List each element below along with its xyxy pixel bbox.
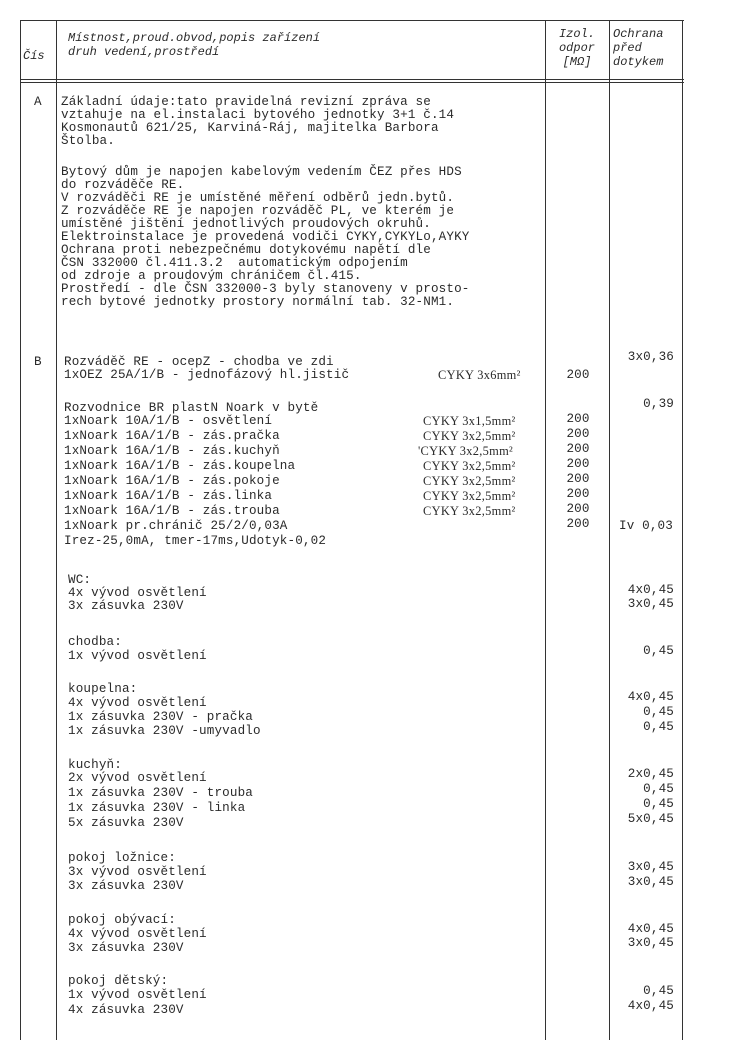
rcd-protection: Iv 0,03: [619, 519, 673, 533]
br-item-5-insulation: 200: [566, 472, 590, 486]
room-koupelna-item-3-protection: 0,45: [643, 720, 674, 734]
section-a-para1-line2: vztahuje na el.instalaci bytového jednotky 3+1 č.14: [61, 108, 455, 122]
column-divider-3: [545, 20, 546, 1040]
re-cable: CYKY 3x6mm²: [438, 368, 521, 382]
room-kuchyn-item-2-protection: 0,45: [643, 782, 674, 796]
br-item-5: 1xNoark 16A/1/B - zás.pokoje: [64, 474, 280, 488]
room-kuchyn-item-1-protection: 2x0,45: [627, 767, 674, 781]
room-detsky-item-1: 1x vývod osvětlení: [68, 988, 207, 1002]
room-chodba-item-1-protection: 0,45: [643, 644, 674, 658]
section-a-para2-line10: Prostředí - dle ČSN 332000-3 byly stanoveny v prosto-: [61, 282, 470, 296]
br-protection: 0,39: [643, 397, 674, 411]
header-description-line2: druh vedení,prostředí: [68, 45, 220, 59]
room-obyvaci-item-2: 3x zásuvka 230V: [68, 941, 184, 955]
room-kuchyn-item-4: 5x zásuvka 230V: [68, 816, 184, 830]
br-item-6-cable: CYKY 3x2,5mm²: [423, 489, 516, 503]
room-obyvaci-item-1: 4x vývod osvětlení: [68, 927, 207, 941]
section-a-para2-line5: umístěné jištění jednotlivých proudových okruhů.: [61, 217, 431, 231]
room-kuchyn-item-2: 1x zásuvka 230V - trouba: [68, 786, 253, 800]
room-koupelna-item-2: 1x zásuvka 230V - pračka: [68, 710, 253, 724]
column-divider-5: [682, 20, 683, 1040]
section-b-label: B: [34, 355, 42, 369]
br-item-7-cable: CYKY 3x2,5mm²: [423, 504, 516, 518]
room-loznice-item-2: 3x zásuvka 230V: [68, 879, 184, 893]
br-item-3: 1xNoark 16A/1/B - zás.kuchyň: [64, 444, 280, 458]
header-bottom-border-2: [20, 82, 684, 83]
room-detsky-item-2: 4x zásuvka 230V: [68, 1003, 184, 1017]
br-item-1-cable: CYKY 3x1,5mm²: [423, 414, 516, 428]
header-protection-line3: dotykem: [613, 55, 664, 69]
header-protection-line2: před: [613, 41, 642, 55]
rcd-parameters: Irez-25,0mA, tmer-17ms,Udotyk-0,02: [64, 534, 327, 548]
room-obyvaci-item-1-protection: 4x0,45: [627, 922, 674, 936]
br-item-1-insulation: 200: [566, 412, 590, 426]
re-insulation: 200: [566, 368, 590, 382]
room-loznice-item-1: 3x vývod osvětlení: [68, 865, 207, 879]
room-detsky-item-2-protection: 4x0,45: [627, 999, 674, 1013]
header-insulation-line2: odpor: [558, 41, 595, 55]
room-wc-item-1-protection: 4x0,45: [627, 583, 674, 597]
room-loznice-name: pokoj ložnice:: [68, 851, 176, 865]
section-a-para2-line8: ČSN 332000 čl.411.3.2 automatickým odpojením: [61, 256, 408, 270]
br-item-3-cable: 'CYKY 3x2,5mm²: [418, 444, 514, 458]
room-koupelna-name: koupelna:: [68, 682, 138, 696]
room-chodba-item-1: 1x vývod osvětlení: [68, 649, 207, 663]
br-title: Rozvodnice BR plastN Noark v bytě: [64, 401, 319, 415]
room-koupelna-item-1: 4x vývod osvětlení: [68, 696, 207, 710]
column-divider-2: [56, 20, 57, 1040]
section-a-para2-line4: Z rozváděče RE je napojen rozváděč PL, ve kterém je: [61, 204, 455, 218]
column-divider-1: [20, 20, 21, 1040]
room-koupelna-item-2-protection: 0,45: [643, 705, 674, 719]
room-obyvaci-item-2-protection: 3x0,45: [627, 936, 674, 950]
section-a-para2-line9: od zdroje a proudovým chráničem čl.415.: [61, 269, 362, 283]
br-item-7: 1xNoark 16A/1/B - zás.trouba: [64, 504, 280, 518]
section-a-label: A: [34, 95, 42, 109]
room-chodba-name: chodba:: [68, 635, 122, 649]
room-wc-name: WC:: [68, 573, 92, 587]
room-kuchyn-item-1: 2x vývod osvětlení: [68, 771, 207, 785]
room-wc-item-2: 3x zásuvka 230V: [68, 599, 184, 613]
room-detsky-item-1-protection: 0,45: [643, 984, 674, 998]
br-item-8-insulation: 200: [566, 517, 590, 531]
br-item-1: 1xNoark 10A/1/B - osvětlení: [64, 414, 273, 428]
br-item-2-insulation: 200: [566, 427, 590, 441]
room-kuchyn-item-3: 1x zásuvka 230V - linka: [68, 801, 246, 815]
re-protection: 3x0,36: [627, 350, 674, 364]
section-a-para2-line7: Ochrana proti nebezpečnému dotykovému napětí dle: [61, 243, 431, 257]
room-detsky-name: pokoj dětský:: [68, 974, 169, 988]
br-item-6-insulation: 200: [566, 487, 590, 501]
room-obyvaci-name: pokoj obývací:: [68, 913, 176, 927]
header-description-line1: Místnost,proud.obvod,popis zařízení: [68, 31, 321, 45]
br-item-2: 1xNoark 16A/1/B - zás.pračka: [64, 429, 280, 443]
re-title: Rozváděč RE - ocepZ - chodba ve zdi: [64, 355, 334, 369]
br-item-7-insulation: 200: [566, 502, 590, 516]
br-item-8: 1xNoark pr.chránič 25/2/0,03A: [64, 519, 288, 533]
room-wc-item-2-protection: 3x0,45: [627, 597, 674, 611]
section-a-para1-line1: Základní údaje:tato pravidelná revizní zpráva se: [61, 95, 431, 109]
section-a-para1-line4: Štolba.: [61, 134, 115, 148]
section-a-para2-line3: V rozváděči RE je umístěné měření odběrů jedn.bytů.: [61, 191, 455, 205]
header-number: Čís: [23, 49, 45, 63]
section-a-para1-line3: Kosmonautů 621/25, Karviná-Ráj, majitelka Barbora: [61, 121, 439, 135]
br-item-4-insulation: 200: [566, 457, 590, 471]
header-protection-line1: Ochrana: [613, 27, 664, 41]
room-loznice-item-2-protection: 3x0,45: [627, 875, 674, 889]
br-item-4: 1xNoark 16A/1/B - zás.koupelna: [64, 459, 296, 473]
br-item-5-cable: CYKY 3x2,5mm²: [423, 474, 516, 488]
section-a-para2-line2: do rozváděče RE.: [61, 178, 185, 192]
br-item-3-insulation: 200: [566, 442, 590, 456]
room-kuchyn-item-4-protection: 5x0,45: [627, 812, 674, 826]
br-item-6: 1xNoark 16A/1/B - zás.linka: [64, 489, 273, 503]
room-koupelna-item-3: 1x zásuvka 230V -umyvadlo: [68, 724, 261, 738]
section-a-para2-line11: rech bytové jednotky prostory normální tab. 32-NM1.: [61, 295, 455, 309]
room-wc-item-1: 4x vývod osvětlení: [68, 586, 207, 600]
table-top-border: [20, 20, 684, 21]
section-a-para2-line6: Elektroinstalace je provedená vodiči CYKY,CYKYLo,AYKY: [61, 230, 470, 244]
re-item: 1xOEZ 25A/1/B - jednofázový hl.jistič: [64, 368, 350, 382]
room-kuchyn-name: kuchyň:: [68, 758, 122, 772]
br-item-4-cable: CYKY 3x2,5mm²: [423, 459, 516, 473]
header-insulation-line3: [MΩ]: [562, 55, 592, 69]
room-kuchyn-item-3-protection: 0,45: [643, 797, 674, 811]
header-bottom-border: [20, 79, 684, 80]
room-loznice-item-1-protection: 3x0,45: [627, 860, 674, 874]
section-a-para2-line1: Bytový dům je napojen kabelovým vedením ČEZ přes HDS: [61, 165, 462, 179]
room-koupelna-item-1-protection: 4x0,45: [627, 690, 674, 704]
header-insulation-line1: Izol.: [558, 27, 595, 41]
br-item-2-cable: CYKY 3x2,5mm²: [423, 429, 516, 443]
